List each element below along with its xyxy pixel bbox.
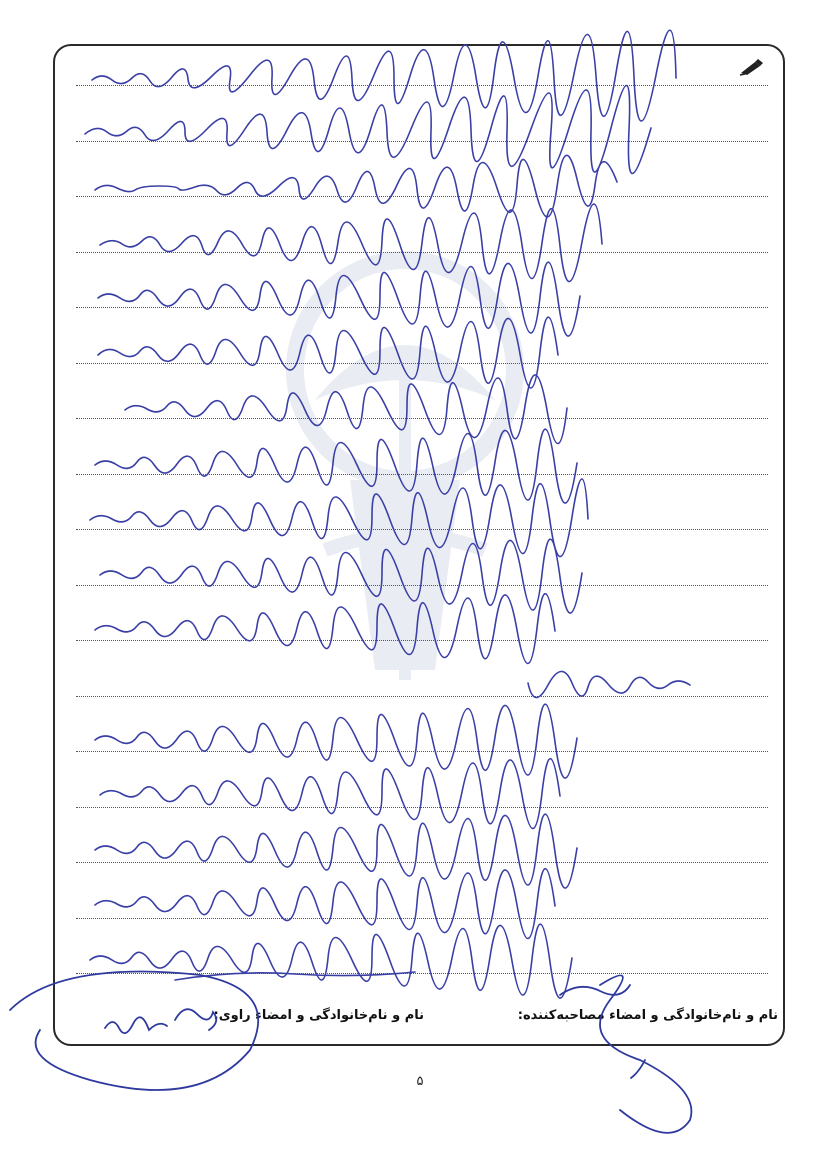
page-number: ۵ [416, 1074, 424, 1089]
narrator-signature-label: نام و نام‌خانوادگی و امضاء راوی: [213, 1008, 424, 1023]
interviewer-signature [560, 975, 691, 1132]
interviewer-signature-label: نام و نام‌خانوادگی و امضاء مصاحبه‌کننده: [517, 1008, 778, 1023]
narrator-signature [10, 972, 258, 1090]
